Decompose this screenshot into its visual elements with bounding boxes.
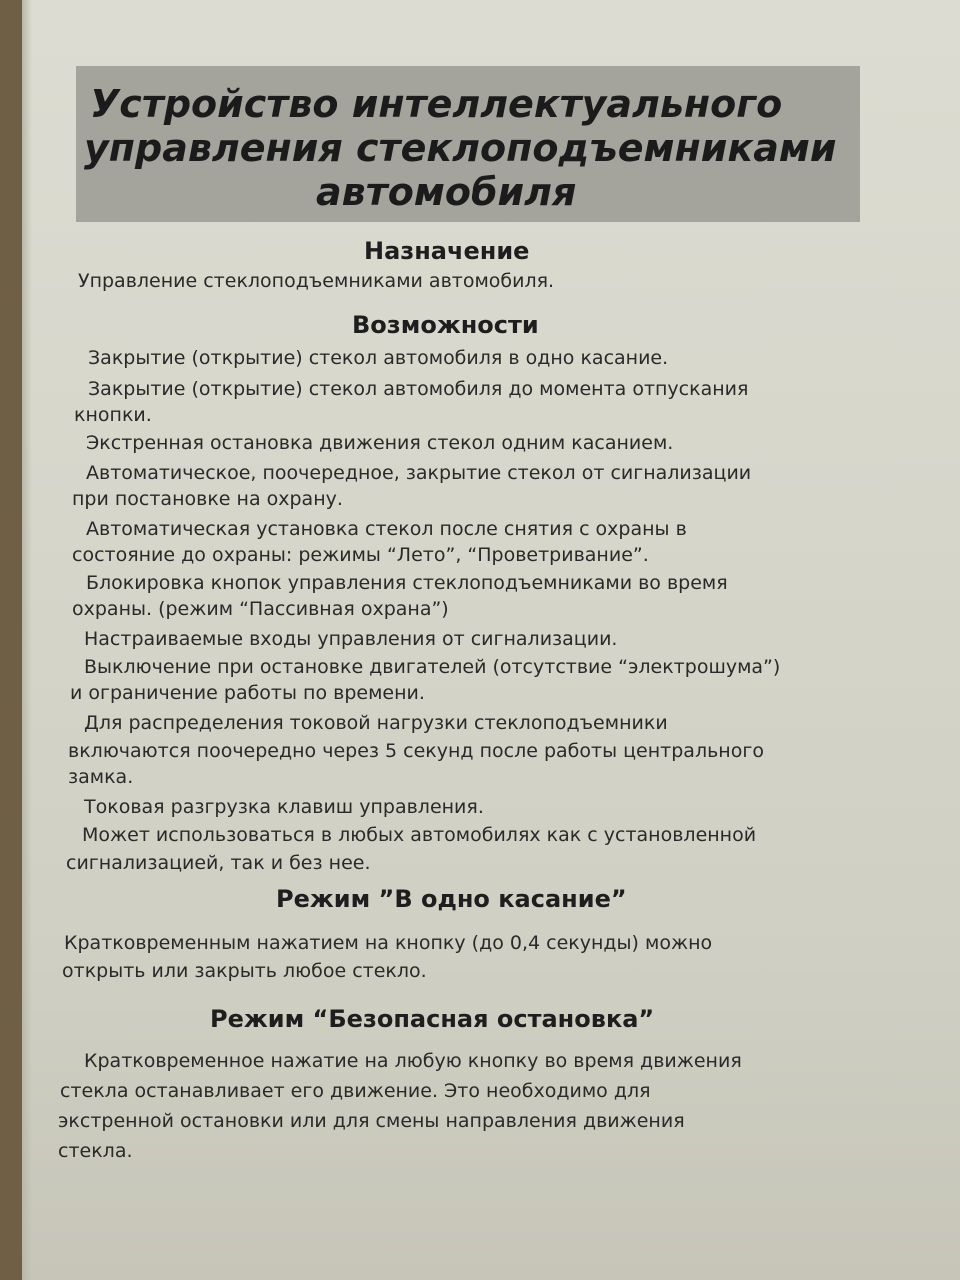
section-heading-one-touch: Режим ”В одно касание” — [276, 885, 627, 913]
section-heading-features: Возможности — [352, 311, 539, 339]
features-line-3: кнопки. — [74, 404, 152, 426]
section-heading-purpose: Назначение — [364, 237, 530, 265]
document-title-line-2: управления стеклоподъемниками — [84, 126, 837, 170]
features-line-11: Настраиваемые входы управления от сигнализации. — [84, 628, 618, 650]
document-title-line-1: Устройство интеллектуального — [90, 82, 783, 126]
features-line-14: Для распределения токовой нагрузки стеклоподъемники — [84, 712, 668, 734]
features-line-5: Автоматическое, поочередное, закрытие стекол от сигнализации — [86, 462, 752, 484]
features-line-15: включаются поочередно через 5 секунд после работы центрального — [68, 740, 764, 762]
features-line-18: Может использоваться в любых автомобилях как с установленной — [82, 824, 757, 846]
document-page — [22, 0, 960, 1280]
document-title-line-3: автомобиля — [316, 170, 577, 214]
safe-stop-line-1: Кратковременное нажатие на любую кнопку во время движения — [84, 1050, 742, 1072]
safe-stop-line-4: стекла. — [58, 1140, 133, 1162]
features-line-8: состояние до охраны: режимы “Лето”, “Проветривание”. — [72, 544, 649, 566]
one-touch-line-1: Кратковременным нажатием на кнопку (до 0,4 секунды) можно — [64, 932, 713, 954]
features-line-1: Закрытие (открытие) стекол автомобиля в одно касание. — [88, 347, 669, 369]
features-line-13: и ограничение работы по времени. — [70, 682, 425, 704]
safe-stop-line-3: экстренной остановки или для смены направления движения — [58, 1110, 685, 1132]
page-edge-shadow — [22, 0, 32, 1280]
features-line-2: Закрытие (открытие) стекол автомобиля до момента отпускания — [88, 378, 749, 400]
features-line-17: Токовая разгрузка клавиш управления. — [84, 796, 484, 818]
safe-stop-line-2: стекла останавливает его движение. Это необходимо для — [60, 1080, 651, 1102]
features-line-19: сигнализацией, так и без нее. — [66, 852, 371, 874]
one-touch-line-2: открыть или закрыть любое стекло. — [62, 960, 427, 982]
section-heading-safe-stop: Режим “Безопасная остановка” — [210, 1005, 655, 1033]
features-line-4: Экстренная остановка движения стекол одним касанием. — [86, 432, 674, 454]
features-line-7: Автоматическая установка стекол после снятия с охраны в — [86, 518, 687, 540]
features-line-10: охраны. (режим “Пассивная охрана”) — [72, 598, 449, 620]
features-line-16: замка. — [68, 766, 134, 788]
features-line-6: при постановке на охрану. — [72, 488, 343, 510]
purpose-text: Управление стеклоподъемниками автомобиля. — [78, 270, 555, 292]
features-line-9: Блокировка кнопок управления стеклоподъемниками во время — [86, 572, 728, 594]
features-line-12: Выключение при остановке двигателей (отсутствие “электрошума”) — [84, 656, 781, 678]
